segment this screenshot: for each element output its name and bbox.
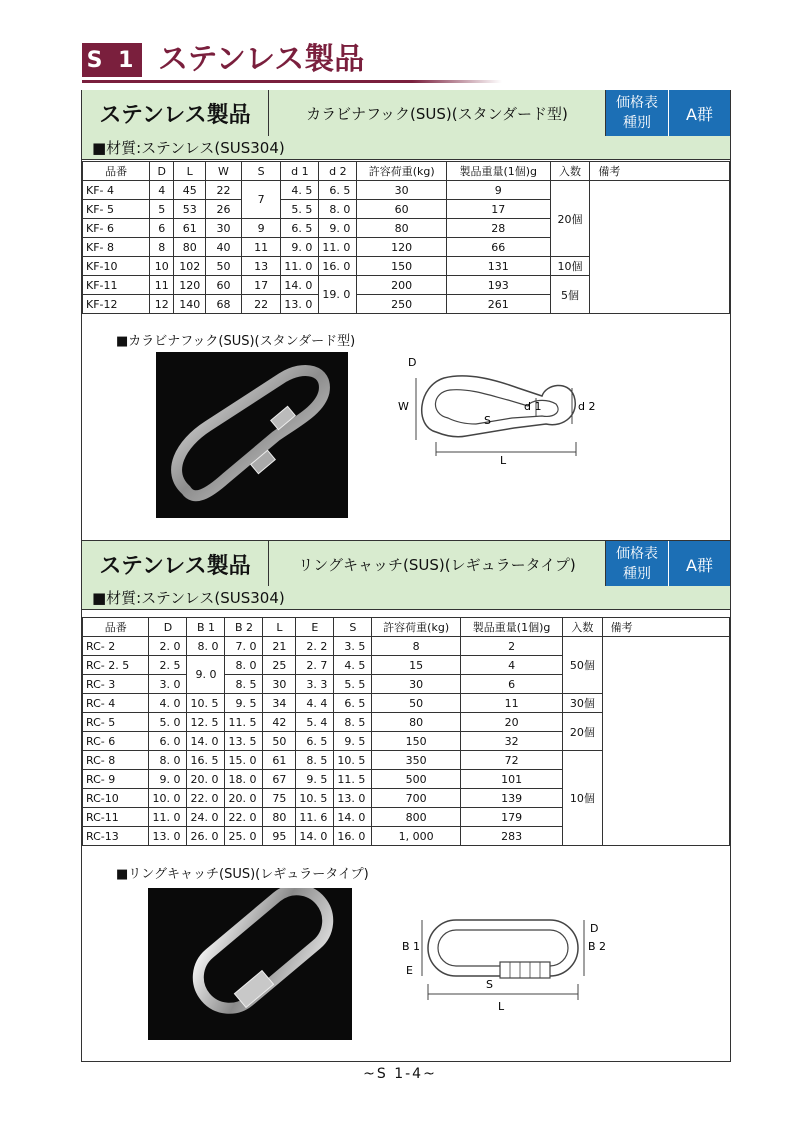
cell: 11 (241, 238, 281, 257)
section-title: ステンレス製品 (82, 541, 269, 587)
cell: 61 (174, 219, 206, 238)
cell: 19. 0 (319, 276, 357, 314)
cell: 500 (372, 770, 461, 789)
dim-s-label: S (484, 414, 491, 427)
cell: 7 (241, 181, 281, 219)
cell: 179 (460, 808, 562, 827)
cell: 4. 0 (149, 694, 187, 713)
column-header: L (174, 162, 206, 181)
cell: 2. 0 (149, 637, 187, 656)
cell: 18. 0 (225, 770, 263, 789)
cell: 150 (372, 732, 461, 751)
page-number: ~S 1-4~ (363, 1066, 437, 1082)
cell: 16. 5 (187, 751, 225, 770)
cell-part-no: RC- 2. 5 (83, 656, 149, 675)
cell: 24. 0 (187, 808, 225, 827)
table-header-row (83, 162, 730, 181)
cell: 6 (460, 675, 562, 694)
dim-w-label: W (398, 400, 409, 413)
cell: 11 (460, 694, 562, 713)
column-header: W (206, 162, 242, 181)
cell: 17 (241, 276, 281, 295)
cell: 22 (241, 295, 281, 314)
price-label-line1: 価格表 (616, 95, 658, 111)
spec-table (82, 617, 730, 846)
column-header: d 1 (281, 162, 319, 181)
cell: 11 (150, 276, 174, 295)
price-category-label (606, 541, 669, 587)
cell: 20. 0 (187, 770, 225, 789)
cell: 4. 5 (334, 656, 372, 675)
column-header: E (296, 618, 334, 637)
ring-catch-image (148, 888, 352, 1040)
cell: 150 (357, 257, 447, 276)
cell: 140 (174, 295, 206, 314)
cell: 17 (446, 200, 550, 219)
cell: 9. 5 (296, 770, 334, 789)
cell: 8. 0 (187, 637, 225, 656)
cell: 28 (446, 219, 550, 238)
cell: 250 (357, 295, 447, 314)
cell: 68 (206, 295, 242, 314)
cell: 67 (263, 770, 296, 789)
column-header: 許容荷重(kg) (372, 618, 461, 637)
cell-part-no: RC- 2 (83, 637, 149, 656)
cell: 2. 5 (149, 656, 187, 675)
product-caption: ■カラビナフック(SUS)(スタンダード型) (116, 334, 356, 349)
cell: 9. 0 (319, 219, 357, 238)
cell: 34 (263, 694, 296, 713)
column-header: B 1 (187, 618, 225, 637)
cell: 75 (263, 789, 296, 808)
cell: 13. 0 (281, 295, 319, 314)
cell: 3. 3 (296, 675, 334, 694)
header-divider (82, 80, 412, 83)
column-header: 入数 (550, 162, 590, 181)
cell: 7. 0 (225, 637, 263, 656)
cell-part-no: KF-10 (83, 257, 150, 276)
cell: 8. 5 (296, 751, 334, 770)
cell: 261 (446, 295, 550, 314)
cell: 2 (460, 637, 562, 656)
cell: 26 (206, 200, 242, 219)
cell: 6. 5 (296, 732, 334, 751)
price-label-line2: 種別 (623, 115, 651, 131)
cell: 72 (460, 751, 562, 770)
ring-catch-dimension-diagram (400, 912, 610, 1016)
column-header: 許容荷重(kg) (357, 162, 447, 181)
cell: 9. 5 (334, 732, 372, 751)
cell: 20. 0 (225, 789, 263, 808)
dim-l-label: L (498, 1000, 505, 1013)
cell: 4 (150, 181, 174, 200)
cell-remarks (602, 637, 729, 846)
cell: 102 (174, 257, 206, 276)
column-header: 備考 (602, 618, 729, 637)
cell: 25. 0 (225, 827, 263, 846)
cell: 1, 000 (372, 827, 461, 846)
cell: 32 (460, 732, 562, 751)
cell: 139 (460, 789, 562, 808)
karabiner-photo (156, 352, 348, 518)
spec-table (82, 161, 730, 314)
section-subtitle: リングキャッチ(SUS)(レギュラータイプ) (269, 541, 606, 587)
cell-part-no: RC- 5 (83, 713, 149, 732)
cell: 11. 6 (296, 808, 334, 827)
dim-s-label: S (486, 978, 493, 991)
price-group: A群 (669, 90, 730, 136)
cell: 2. 7 (296, 656, 334, 675)
cell-quantity: 50個 (563, 637, 602, 694)
dim-d1-label: d 1 (524, 400, 542, 413)
section-subtitle: カラビナフック(SUS)(スタンダード型) (269, 90, 606, 136)
cell: 14. 0 (334, 808, 372, 827)
cell: 12. 5 (187, 713, 225, 732)
column-header: 製品重量(1個)g (446, 162, 550, 181)
cell: 283 (460, 827, 562, 846)
cell-part-no: RC- 8 (83, 751, 149, 770)
cell: 13. 0 (149, 827, 187, 846)
cell: 6 (150, 219, 174, 238)
cell-part-no: KF- 8 (83, 238, 150, 257)
section-title-bar (82, 540, 730, 588)
cell: 13 (241, 257, 281, 276)
cell: 9. 0 (281, 238, 319, 257)
cell: 11. 5 (334, 770, 372, 789)
section-badge: S 1 (82, 43, 142, 77)
column-header: 備考 (590, 162, 730, 181)
column-header: 入数 (563, 618, 602, 637)
cell: 131 (446, 257, 550, 276)
cell: 200 (357, 276, 447, 295)
cell: 13. 5 (225, 732, 263, 751)
dim-d-label: D (408, 356, 417, 369)
ring-catch-photo (148, 888, 352, 1040)
cell: 2. 2 (296, 637, 334, 656)
column-header: S (241, 162, 281, 181)
cell: 9. 0 (187, 656, 225, 694)
cell: 120 (357, 238, 447, 257)
cell: 9. 0 (149, 770, 187, 789)
cell: 22. 0 (187, 789, 225, 808)
cell-part-no: KF- 4 (83, 181, 150, 200)
cell-part-no: RC- 9 (83, 770, 149, 789)
section-title: ステンレス製品 (82, 90, 269, 136)
page-header (82, 40, 732, 80)
cell: 9 (241, 219, 281, 238)
cell: 8. 5 (225, 675, 263, 694)
cell: 14. 0 (296, 827, 334, 846)
cell-quantity: 30個 (563, 694, 602, 713)
cell: 9. 5 (225, 694, 263, 713)
cell: 14. 0 (281, 276, 319, 295)
cell: 3. 5 (334, 637, 372, 656)
cell: 16. 0 (319, 257, 357, 276)
cell-quantity: 10個 (563, 751, 602, 846)
price-label-line2: 種別 (623, 566, 651, 582)
cell: 11. 5 (225, 713, 263, 732)
cell: 8. 0 (319, 200, 357, 219)
cell: 80 (263, 808, 296, 827)
cell: 60 (357, 200, 447, 219)
cell-remarks (590, 181, 730, 314)
cell: 15. 0 (225, 751, 263, 770)
karabiner-hook-image (156, 352, 348, 518)
dim-l-label: L (500, 454, 507, 464)
cell: 60 (206, 276, 242, 295)
table-row (83, 637, 730, 656)
cell: 14. 0 (187, 732, 225, 751)
column-header: 製品重量(1個)g (460, 618, 562, 637)
column-header: 品番 (83, 618, 149, 637)
cell: 4 (460, 656, 562, 675)
cell: 15 (372, 656, 461, 675)
dim-b1-label: B 1 (402, 940, 421, 953)
column-header: S (334, 618, 372, 637)
cell: 40 (206, 238, 242, 257)
cell: 30 (357, 181, 447, 200)
cell: 50 (372, 694, 461, 713)
karabiner-dimension-diagram (396, 352, 616, 464)
cell: 5 (150, 200, 174, 219)
cell: 45 (174, 181, 206, 200)
cell: 30 (372, 675, 461, 694)
material-label: ■材質:ステンレス(SUS304) (82, 136, 730, 160)
product-caption: ■リングキャッチ(SUS)(レギュラータイプ) (116, 867, 369, 882)
price-category-label (606, 90, 669, 136)
cell: 20 (460, 713, 562, 732)
cell: 9 (446, 181, 550, 200)
cell: 22 (206, 181, 242, 200)
cell-part-no: RC-11 (83, 808, 149, 827)
cell: 193 (446, 276, 550, 295)
column-header: B 2 (225, 618, 263, 637)
cell: 10. 5 (187, 694, 225, 713)
cell: 61 (263, 751, 296, 770)
cell: 5. 5 (334, 675, 372, 694)
cell-part-no: KF-11 (83, 276, 150, 295)
cell: 350 (372, 751, 461, 770)
cell: 4. 4 (296, 694, 334, 713)
cell: 800 (372, 808, 461, 827)
cell: 53 (174, 200, 206, 219)
cell: 8 (150, 238, 174, 257)
cell: 66 (446, 238, 550, 257)
cell: 80 (372, 713, 461, 732)
cell: 4. 5 (281, 181, 319, 200)
cell: 6. 5 (334, 694, 372, 713)
cell: 11. 0 (149, 808, 187, 827)
cell: 50 (263, 732, 296, 751)
cell: 120 (174, 276, 206, 295)
cell: 6. 5 (281, 219, 319, 238)
cell: 10. 0 (149, 789, 187, 808)
dim-b2-label: B 2 (588, 940, 607, 953)
cell: 5. 5 (281, 200, 319, 219)
cell: 10 (150, 257, 174, 276)
cell: 700 (372, 789, 461, 808)
cell: 6. 0 (149, 732, 187, 751)
material-label: ■材質:ステンレス(SUS304) (82, 586, 730, 610)
column-header: D (150, 162, 174, 181)
cell-part-no: RC-13 (83, 827, 149, 846)
cell-quantity: 20個 (563, 713, 602, 751)
cell: 16. 0 (334, 827, 372, 846)
cell: 95 (263, 827, 296, 846)
cell: 11. 0 (281, 257, 319, 276)
cell-part-no: RC- 6 (83, 732, 149, 751)
cell-part-no: KF-12 (83, 295, 150, 314)
cell: 8 (372, 637, 461, 656)
table-header-row (83, 618, 730, 637)
cell-part-no: RC- 3 (83, 675, 149, 694)
column-header: d 2 (319, 162, 357, 181)
cell-quantity: 5個 (550, 276, 590, 314)
cell: 80 (357, 219, 447, 238)
cell: 101 (460, 770, 562, 789)
cell-quantity: 10個 (550, 257, 590, 276)
page-title: ステンレス製品 (158, 42, 365, 77)
price-group: A群 (669, 541, 730, 587)
cell: 8. 0 (149, 751, 187, 770)
cell: 3. 0 (149, 675, 187, 694)
dim-d-label: D (590, 922, 599, 935)
dim-d2-label: d 2 (578, 400, 596, 413)
cell: 26. 0 (187, 827, 225, 846)
cell-part-no: KF- 5 (83, 200, 150, 219)
cell: 12 (150, 295, 174, 314)
cell: 8. 0 (225, 656, 263, 675)
dim-e-label: E (406, 964, 413, 977)
column-header: 品番 (83, 162, 150, 181)
cell: 25 (263, 656, 296, 675)
cell: 6. 5 (319, 181, 357, 200)
cell: 8. 5 (334, 713, 372, 732)
cell: 21 (263, 637, 296, 656)
cell-part-no: RC-10 (83, 789, 149, 808)
column-header: D (149, 618, 187, 637)
column-header: L (263, 618, 296, 637)
cell: 13. 0 (334, 789, 372, 808)
cell: 5. 0 (149, 713, 187, 732)
cell: 80 (174, 238, 206, 257)
cell: 10. 5 (296, 789, 334, 808)
section-title-bar (82, 90, 730, 137)
cell: 42 (263, 713, 296, 732)
cell: 22. 0 (225, 808, 263, 827)
cell-part-no: KF- 6 (83, 219, 150, 238)
cell: 30 (206, 219, 242, 238)
cell: 10. 5 (334, 751, 372, 770)
cell: 11. 0 (319, 238, 357, 257)
cell: 30 (263, 675, 296, 694)
cell-part-no: RC- 4 (83, 694, 149, 713)
price-label-line1: 価格表 (616, 546, 658, 562)
header-divider-fade (412, 80, 502, 83)
cell: 50 (206, 257, 242, 276)
cell: 5. 4 (296, 713, 334, 732)
table-row (83, 181, 730, 200)
cell-quantity: 20個 (550, 181, 590, 257)
